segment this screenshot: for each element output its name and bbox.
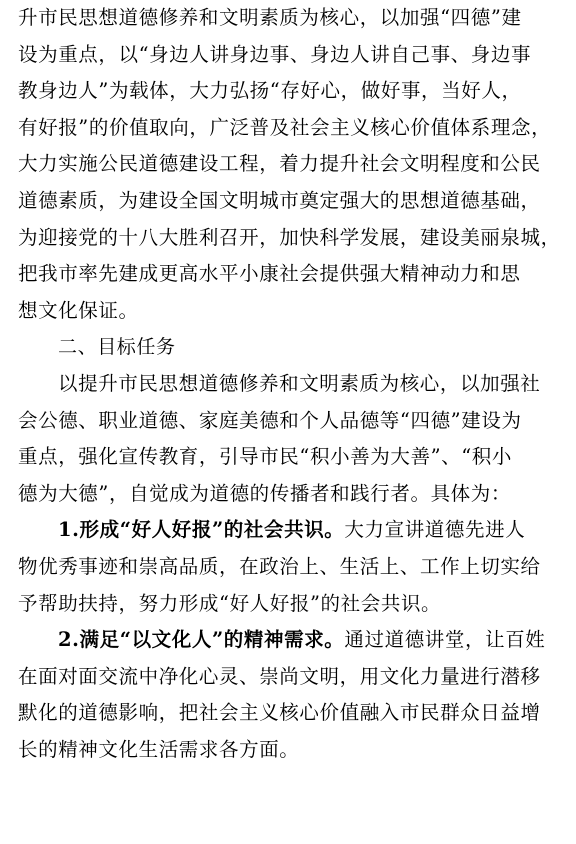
text-line: 默化的道德影响，把社会主义核心价值融入市民群众日益增 <box>18 701 541 725</box>
text-line: 道德素质，为建设全国文明城市奠定强大的思想道德基础， <box>18 188 541 212</box>
text-line: 想文化保证。 <box>18 298 139 322</box>
item-1-paragraph <box>18 512 570 622</box>
text-line: 大力实施公民道德建设工程，着力提升社会文明程度和公民 <box>18 152 541 176</box>
text-line: 设为重点，以“身边人讲身边事、身边人讲自己事、身边事 <box>18 42 532 66</box>
item-2-text: 通过道德讲堂，让百姓 <box>344 628 546 652</box>
text-line: 有好报”的价值取向，广泛普及社会主义核心价值体系理念， <box>18 115 552 139</box>
item-2-paragraph <box>18 622 570 768</box>
item-2-first-line <box>18 622 570 659</box>
goals-paragraph <box>18 366 570 512</box>
text-line: 在面对面交流中净化心灵、崇尚文明，用文化力量进行潜移 <box>18 664 541 688</box>
text-line: 重点，强化宣传教育，引导市民“积小善为大善”、“积小 <box>18 445 513 469</box>
document-body <box>18 0 570 768</box>
text-line: 为迎接党的十八大胜利召开，加快科学发展，建设美丽泉城， <box>18 225 561 249</box>
item-1-text: 大力宣讲道德先进人 <box>344 518 526 542</box>
text-line: 教身边人”为载体，大力弘扬“存好心，做好事，当好人， <box>18 79 522 103</box>
section-heading: 二、目标任务 <box>58 336 176 359</box>
text-line: 物优秀事迹和崇高品质，在政治上、生活上、工作上切实给 <box>18 554 541 578</box>
text-line: 予帮助扶持，努力形成“好人好报”的社会共识。 <box>18 591 442 615</box>
text-line: 长的精神文化生活需求各方面。 <box>18 737 300 761</box>
text-line: 升市民思想道德修养和文明素质为核心，以加强“四德”建 <box>18 6 522 29</box>
item-2-title: 2.满足“以文化人”的精神需求。 <box>58 628 345 652</box>
text-line: 以提升市民思想道德修养和文明素质为核心，以加强社 <box>58 371 541 395</box>
intro-paragraph <box>18 0 570 329</box>
item-1-title: 1.形成“好人好报”的社会共识。 <box>58 518 345 542</box>
text-line: 会公德、职业道德、家庭美德和个人品德等“四德”建设为 <box>18 408 522 432</box>
item-1-first-line <box>18 512 570 549</box>
text-line: 把我市率先建成更高水平小康社会提供强大精神动力和思 <box>18 262 521 286</box>
text-line: 德为大德”，自觉成为道德的传播者和践行者。具体为： <box>18 481 511 505</box>
